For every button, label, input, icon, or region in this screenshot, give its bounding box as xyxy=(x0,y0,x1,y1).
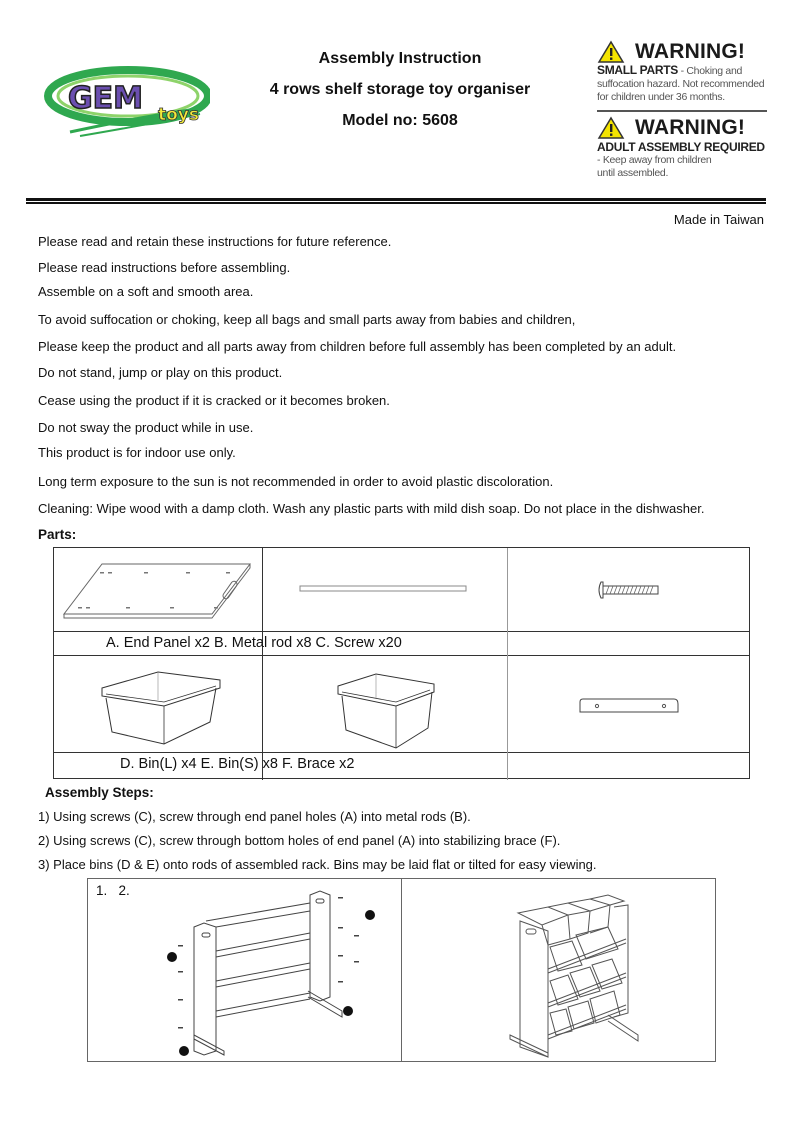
assembly-step: 2) Using screws (C), screw through bottom holes of end panel (A) into stabilizing brace (F). xyxy=(38,833,561,848)
svg-text:toys: toys xyxy=(158,105,200,125)
note: Do not stand, jump or play on this product. xyxy=(38,365,283,380)
callout-b-icon xyxy=(179,1046,189,1056)
svg-text:GEM: GEM xyxy=(68,81,143,116)
warning-triangle-icon xyxy=(597,116,625,140)
note: This product is for indoor use only. xyxy=(38,445,236,460)
note: To avoid suffocation or choking, keep all bags and small parts away from babies and children, xyxy=(38,312,576,327)
callout-a-icon xyxy=(167,952,177,962)
note: Cleaning: Wipe wood with a damp cloth. Wash any plastic parts with mild dish soap. Do not place in the dishwasher. xyxy=(38,501,705,516)
callout-a-icon xyxy=(365,910,375,920)
logo-swoosh-icon xyxy=(40,62,210,142)
callout-b-icon xyxy=(343,1006,353,1016)
title-line-2: 4 rows shelf storage toy organiser xyxy=(269,81,531,98)
gem-toys-logo xyxy=(40,62,210,142)
note: Please keep the product and all parts away from children before full assembly has been completed by an adult. xyxy=(38,339,677,354)
warning-small-parts: WARNING! SMALL PARTS - Choking and suffocation hazard. Not recommended for children under 36 months. xyxy=(597,40,765,103)
note: Please read and retain these instructions for future reference. xyxy=(38,234,392,249)
assembly-step: 1) Using screws (C), screw through end panel holes (A) into metal rods (B). xyxy=(38,809,471,824)
small-bin-illustration xyxy=(334,672,439,752)
screw-illustration xyxy=(596,580,661,600)
title-line-1: Assembly Instruction xyxy=(318,50,482,67)
brace-illustration xyxy=(578,696,682,716)
metal-rod-illustration xyxy=(299,584,469,594)
warning-triangle-icon xyxy=(597,40,625,64)
parts-table xyxy=(53,547,750,779)
large-bin-illustration xyxy=(98,670,223,745)
document-title xyxy=(240,48,560,141)
assembly-step: 3) Place bins (D & E) onto rods of assembled rack. Bins may be laid flat or tilted for easy viewing. xyxy=(38,857,597,872)
parts-caption-row-1: A. End Panel x2 B. Metal rod x8 C. Screw x20 xyxy=(106,635,402,651)
note: Do not sway the product while in use. xyxy=(38,420,254,435)
completed-organiser-diagram xyxy=(508,885,668,1059)
parts-heading: Parts: xyxy=(38,527,77,542)
note: Long term exposure to the sun is not recommended in order to avoid plastic discoloration. xyxy=(38,474,554,489)
note: Cease using the product if it is cracked or it becomes broken. xyxy=(38,393,390,408)
assembly-figures xyxy=(87,878,716,1062)
assembly-heading: Assembly Steps: xyxy=(45,785,154,800)
warning-adult-assembly: WARNING! ADULT ASSEMBLY REQUIRED - Keep away from children until assembled. xyxy=(597,116,765,179)
title-line-3: Model no: 5608 xyxy=(342,112,458,129)
frame-assembly-diagram xyxy=(158,887,388,1057)
figure-numbers: 1. 2. xyxy=(96,883,130,898)
end-panel-illustration xyxy=(62,560,252,620)
warning-labels xyxy=(597,40,767,180)
warning-divider xyxy=(597,110,767,112)
header-divider xyxy=(26,198,766,201)
parts-caption-row-2: D. Bin(L) x4 E. Bin(S) x8 F. Brace x2 xyxy=(120,756,355,772)
note: Please read instructions before assembling. xyxy=(38,260,291,275)
made-in-label: Made in Taiwan xyxy=(673,212,764,227)
note: Assemble on a soft and smooth area. xyxy=(38,284,254,299)
header-divider-thin xyxy=(26,202,766,204)
